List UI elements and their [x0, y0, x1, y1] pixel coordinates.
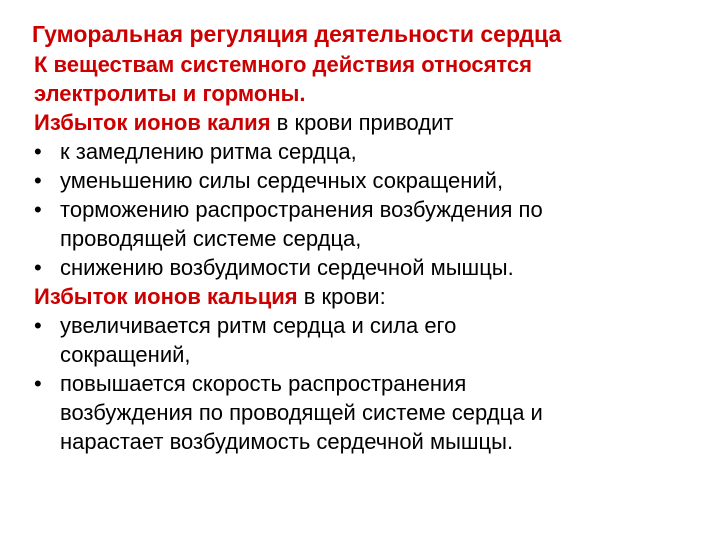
bullet-line: уменьшению силы сердечных сокращений,	[60, 168, 504, 193]
intro-line-1: К веществам системного действия относятся	[34, 52, 532, 77]
intro-paragraph	[34, 50, 714, 108]
potassium-heading	[34, 108, 714, 137]
calcium-heading-rest: в крови:	[297, 284, 386, 309]
bullet-item	[34, 311, 714, 369]
bullet-item	[34, 195, 714, 253]
bullet-line: возбуждения по проводящей системе сердца и	[60, 400, 543, 425]
potassium-heading-bold: Избыток ионов калия	[34, 110, 271, 135]
bullet-line: повышается скорость распространения	[60, 371, 467, 396]
calcium-heading-bold: Избыток ионов кальция	[34, 284, 298, 309]
bullet-icon: •	[34, 197, 42, 222]
bullet-icon: •	[34, 313, 42, 338]
bullet-line: торможению распространения возбуждения по	[60, 197, 543, 222]
bullet-line: сокращений,	[60, 342, 191, 367]
potassium-effects-list	[34, 137, 714, 282]
intro-line-2: электролиты и гормоны.	[34, 81, 306, 106]
bullet-item	[34, 253, 714, 282]
slide-title: Гуморальная регуляция деятельности сердца	[32, 21, 562, 47]
bullet-line: увеличивается ритм сердца и сила его	[60, 313, 457, 338]
bullet-icon: •	[34, 371, 42, 396]
bullet-icon: •	[34, 255, 42, 280]
bullet-icon: •	[34, 168, 42, 193]
bullet-line: к замедлению ритма сердца,	[60, 139, 357, 164]
bullet-item	[34, 369, 714, 456]
bullet-item	[34, 166, 714, 195]
bullet-line: снижению возбудимости сердечной мышцы.	[60, 255, 514, 280]
bullet-item	[34, 137, 714, 166]
calcium-effects-list	[34, 311, 714, 456]
calcium-heading	[34, 282, 714, 311]
bullet-line: нарастает возбудимость сердечной мышцы.	[60, 429, 514, 454]
bullet-icon: •	[34, 139, 42, 164]
bullet-line: проводящей системе сердца,	[60, 226, 362, 251]
potassium-heading-rest: в крови приводит	[270, 110, 454, 135]
slide-content	[34, 50, 714, 456]
